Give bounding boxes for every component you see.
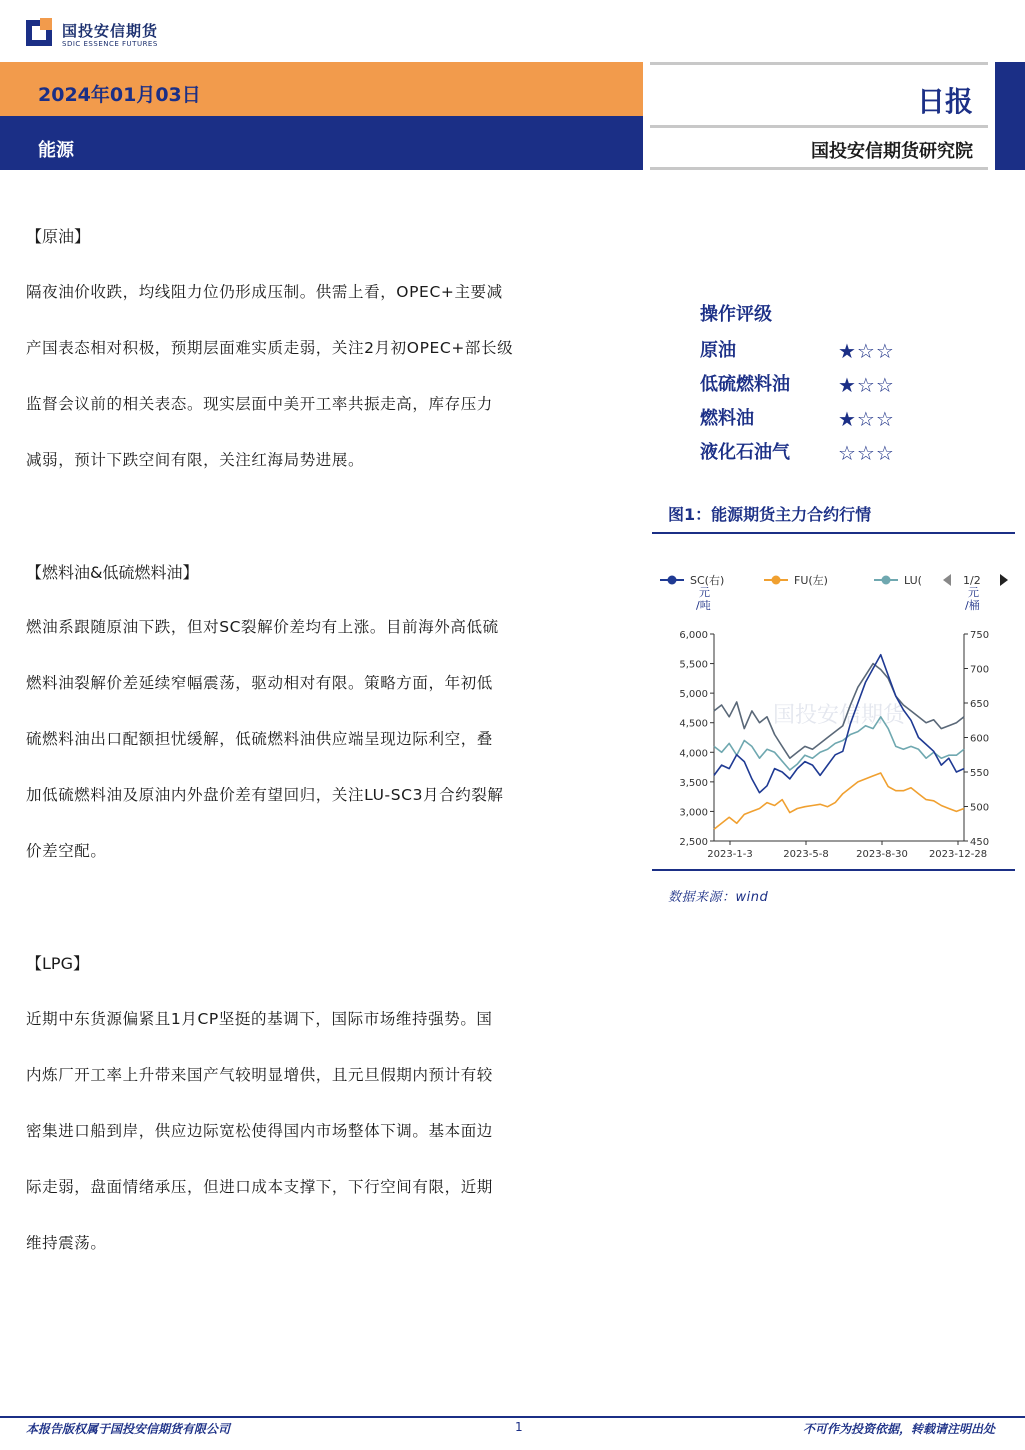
- left-tick-label: 6,000: [679, 630, 708, 641]
- legend-prev-icon: [943, 574, 951, 586]
- legend-marker: [882, 576, 891, 585]
- institute-name: 国投安信期货研究院: [811, 141, 973, 162]
- legend-label: SC(右): [690, 574, 725, 587]
- left-axis-unit: /吨: [696, 599, 711, 612]
- text-line: 际走弱，盘面情绪承压，但进口成本支撑下，下行空间有限，近期: [26, 1178, 493, 1196]
- left-tick-label: 3,500: [679, 777, 708, 789]
- x-tick-label: 2023-8-30: [856, 849, 908, 860]
- left-tick-label: 5,000: [679, 689, 708, 701]
- text-line: 监督会议前的相关表态。现实层面中美开工率共振走高，库存压力: [26, 395, 493, 413]
- rating-stars: ★☆☆: [838, 373, 895, 397]
- text-line: 维持震荡。: [26, 1234, 107, 1252]
- figure-rule-top: [652, 532, 1015, 534]
- section-title-lpg: 【LPG】: [26, 954, 89, 973]
- logo-text-en: SDIC ESSENCE FUTURES: [62, 40, 158, 48]
- rating-panel: [700, 300, 920, 470]
- right-tick-label: 450: [970, 837, 990, 848]
- rating-stars: ☆☆☆: [838, 441, 895, 465]
- rating-title: 操作评级: [700, 304, 772, 325]
- series-line: [714, 773, 964, 829]
- footer-disclaimer: 不可作为投资依据，转载请注明出处: [802, 1422, 995, 1436]
- price-line-chart: [652, 560, 1015, 865]
- rating-row: [700, 368, 920, 402]
- header-sector-bar: [0, 116, 643, 170]
- right-tick-label: 550: [970, 768, 990, 779]
- rating-stars: ★☆☆: [838, 407, 895, 431]
- text-line: 减弱，预计下跌空间有限，关注红海局势进展。: [26, 451, 365, 469]
- rating-name: 原油: [700, 340, 736, 361]
- x-tick-label: 2023-12-28: [928, 849, 988, 860]
- text-line: 加低硫燃料油及原油内外盘价差有望回归，关注LU-SC3月合约裂解: [26, 786, 504, 804]
- left-axis-unit: 元: [699, 586, 710, 599]
- text-line: 燃料油裂解价差延续窄幅震荡，驱动相对有限。策略方面，年初低: [26, 674, 493, 692]
- header-divider: [650, 62, 988, 65]
- legend-label: FU(左): [794, 574, 828, 587]
- footer-rule: [0, 1416, 1025, 1418]
- section-body-fuel: [26, 599, 612, 879]
- rating-row: [700, 436, 920, 470]
- report-date: 2024年01月03日: [38, 84, 201, 106]
- text-line: 价差空配。: [26, 842, 107, 860]
- legend-marker: [668, 576, 677, 585]
- text-line: 密集进口船到岸，供应边际宽松使得国内市场整体下调。基本面边: [26, 1122, 493, 1140]
- rating-name: 低硫燃料油: [700, 374, 790, 395]
- legend-label: LU(: [904, 574, 922, 587]
- text-line: 内炼厂开工率上升带来国产气较明显增供，且元旦假期内预计有较: [26, 1066, 493, 1084]
- rating-stars: ★☆☆: [838, 339, 895, 363]
- left-tick-label: 3,000: [679, 807, 708, 819]
- text-line: 隔夜油价收跌，均线阻力位仍形成压制。供需上看，OPEC+主要减: [26, 283, 503, 301]
- left-tick-label: 4,500: [679, 718, 708, 730]
- company-logo: [26, 14, 226, 54]
- report-sector: 能源: [38, 140, 74, 161]
- chart-watermark: 国投安信期货: [772, 703, 906, 728]
- right-axis-unit: /桶: [965, 599, 980, 612]
- page-number: 1: [515, 1420, 523, 1434]
- text-line: 燃油系跟随原油下跌，但对SC裂解价差均有上涨。目前海外高低硫: [26, 618, 499, 636]
- left-tick-label: 4,000: [679, 748, 708, 760]
- left-tick-label: 5,500: [679, 659, 708, 671]
- right-tick-label: 600: [970, 733, 990, 745]
- rating-name: 燃料油: [700, 408, 754, 429]
- figure-title: 图1：能源期货主力合约行情: [668, 505, 872, 524]
- logo-mark-icon: [26, 18, 56, 48]
- section-title-crude: 【原油】: [26, 227, 91, 246]
- figure-rule-bottom: [652, 869, 1015, 871]
- x-tick-label: 2023-5-8: [783, 849, 829, 860]
- data-source: 数据来源：wind: [668, 890, 769, 905]
- section-title-fuel: 【燃料油&低硫燃料油】: [26, 563, 199, 582]
- header-accent-stripe: [995, 62, 1025, 170]
- text-line: 产国表态相对积极，预期层面难实质走弱，关注2月初OPEC+部长级: [26, 339, 514, 357]
- rating-name: 液化石油气: [700, 442, 790, 463]
- legend-page: 1/2: [963, 574, 981, 587]
- right-tick-label: 650: [970, 699, 990, 710]
- logo-text-cn: 国投安信期货: [62, 22, 159, 40]
- right-tick-label: 700: [970, 664, 990, 676]
- footer-copyright: 本报告版权属于国投安信期货有限公司: [26, 1422, 231, 1436]
- legend-marker: [772, 576, 781, 585]
- text-line: 近期中东货源偏紧且1月CP坚挺的基调下，国际市场维持强势。国: [26, 1010, 493, 1028]
- right-tick-label: 750: [970, 630, 990, 641]
- legend-next-icon: [1000, 574, 1008, 586]
- header-divider: [650, 167, 988, 170]
- rating-row: [700, 402, 920, 436]
- section-body-lpg: [26, 991, 612, 1271]
- left-tick-label: 2,500: [679, 837, 708, 848]
- x-tick-label: 2023-1-3: [707, 849, 753, 860]
- rating-row: [700, 334, 920, 368]
- section-body-crude: [26, 264, 612, 488]
- right-axis-unit: 元: [968, 586, 979, 599]
- right-tick-label: 500: [970, 802, 990, 814]
- text-line: 硫燃料油出口配额担忧缓解，低硫燃料油供应端呈现边际利空，叠: [26, 730, 493, 748]
- report-type: 日报: [916, 85, 973, 118]
- header-divider: [650, 125, 988, 128]
